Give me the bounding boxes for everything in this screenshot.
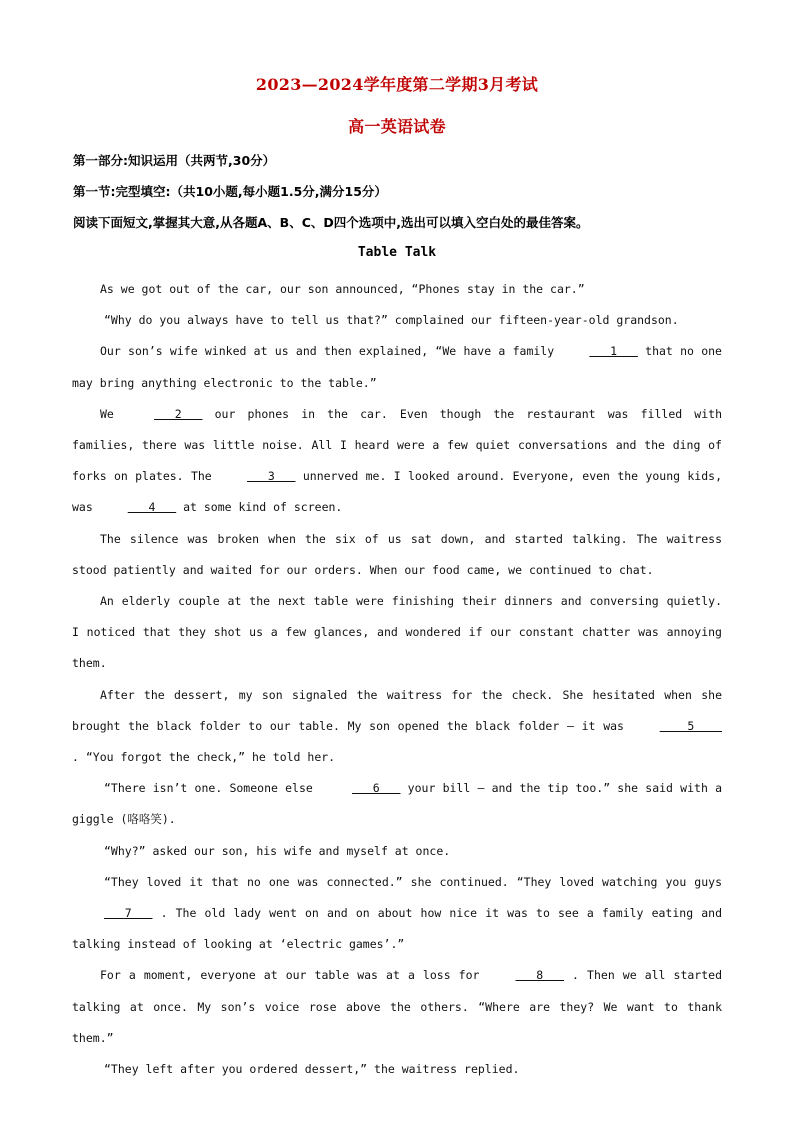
blank-7: 7 [104, 906, 153, 921]
part-heading: 第一部分:知识运用（共两节,30分） [73, 153, 276, 168]
paragraph-text: . “You forgot the check,” he told her. [72, 750, 336, 765]
blank-6: 6 [352, 781, 401, 796]
paragraph-text: . The old lady went on and on about how nice it was to see a family eating and talking instead of looking at ‘electric games’.” [72, 906, 722, 952]
paragraph [72, 336, 722, 398]
paragraph-text: “There isn’t one. Someone else [104, 781, 321, 796]
paragraph-text: “They left after you ordered dessert,” the waitress replied. [104, 1062, 520, 1077]
blank-2: 2 [154, 406, 203, 421]
paragraph [72, 305, 722, 336]
paragraph-text: “Why?” asked our son, his wife and myself at once. [104, 843, 451, 858]
paragraph-text: As we got out of the car, our son announced, “Phones stay in the car.” [100, 282, 585, 296]
passage-title: Table Talk [357, 245, 437, 260]
paragraph [72, 1054, 722, 1085]
paragraph [72, 274, 722, 305]
paragraph [72, 773, 722, 835]
paragraph-text: that no one may bring anything electronic to the table.” [72, 344, 722, 390]
paragraph-text: The silence was broken when the six of us sat down, and started talking. The waitress stood patiently and waited for our orders. When our food came, we continued to chat. [72, 531, 722, 577]
blank-8: 8 [515, 968, 564, 983]
paragraph [72, 867, 722, 961]
paragraph [72, 399, 722, 524]
instruction-text: 阅读下面短文,掌握其大意,从各题A、B、C、D四个选项中,选出可以填入空白处的最佳答案。 [73, 215, 589, 230]
section-heading: 第一节:完型填空:（共10小题,每小题1.5分,满分15分） [73, 184, 387, 199]
passage-body [72, 274, 722, 1085]
paragraph-text: “Why do you always have to tell us that?” complained our fifteen-year-old grandson. [104, 313, 679, 328]
paragraph-text: at some kind of screen. [176, 500, 343, 515]
exam-title: 2023—2024学年度第二学期3月考试 [255, 75, 539, 94]
blank-1: 1 [589, 344, 638, 359]
paragraph-text: our phones in the car. Even though the restaurant was filled with families, there was little noise. All I heard were a few quiet conversations and the ding of forks on plates. The [72, 406, 722, 484]
blank-5: 5 [659, 718, 722, 733]
exam-subtitle: 高一英语试卷 [348, 117, 446, 136]
paragraph-text: Our son’s wife winked at us and then explained, “We have a family [100, 344, 562, 359]
paragraph-text: After the dessert, my son signaled the waitress for the check. She hesitated when she brought the black folder to our table. My son opened the black folder — it was [72, 687, 722, 733]
paragraph-text: “They loved it that no one was connected.” she continued. “They loved watching you guys [104, 874, 722, 889]
paragraph-text: your bill — and the tip too.” she said with a giggle (咯咯笑). [72, 781, 722, 827]
paragraph [72, 586, 722, 680]
paragraph [72, 524, 722, 586]
blank-3: 3 [247, 469, 296, 484]
paragraph-text: unnerved me. I looked around. Everyone, even the young kids, was [72, 469, 722, 515]
paragraph [72, 836, 722, 867]
paragraph-text: We [100, 406, 126, 421]
paragraph-text: An elderly couple at the next table were finishing their dinners and conversing quietly. I noticed that they shot us a few glances, and wondered if our constant chatter was annoying them. [72, 594, 722, 671]
paragraph [72, 680, 722, 774]
blank-4: 4 [127, 500, 177, 515]
paragraph [72, 960, 722, 1054]
paragraph-text: For a moment, everyone at our table was at a loss for [100, 968, 488, 983]
paragraph-text: . Then we all started talking at once. My son’s voice rose above the others. “Where are they? We want to thank them.” [72, 968, 723, 1045]
